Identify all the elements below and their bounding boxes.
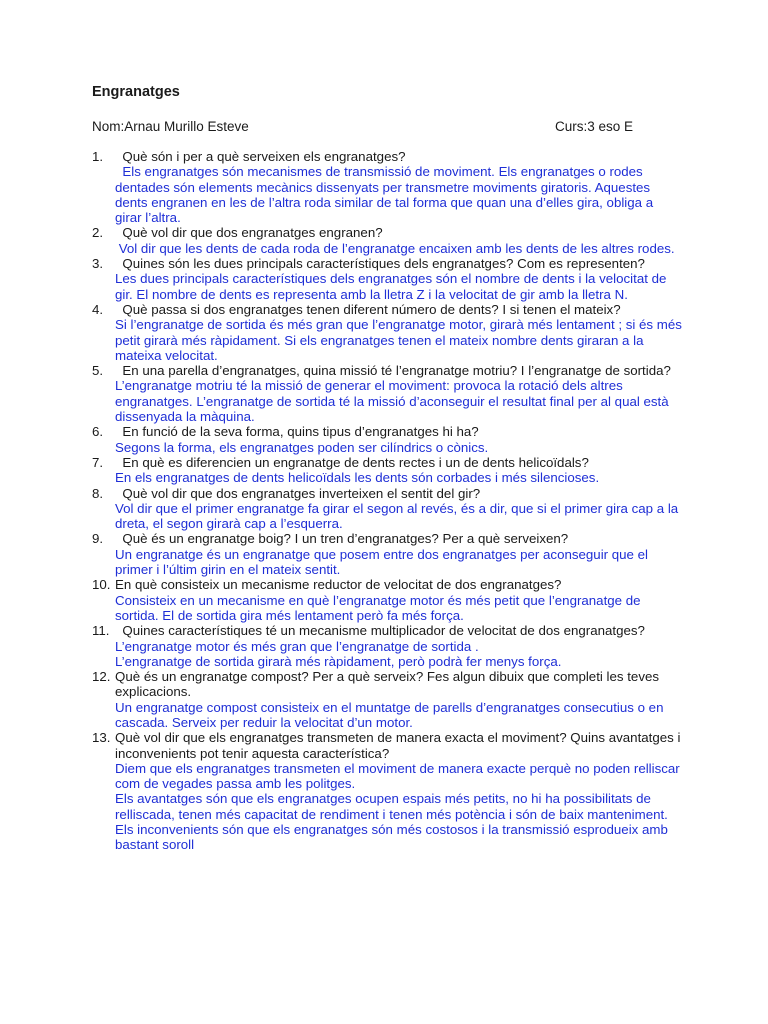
answer-text: Si l’engranatge de sortida és més gran que l’engranatge motor, girarà més lentament ; si és més petit girarà més ràpidament. Si els engranatges tenen el mateix nombre dents giraran a la mateixa velocitat. [115, 317, 686, 363]
question-item [92, 225, 682, 256]
question-text: En una parella d’engranatges, quina missió té l’engranatge motriu? I l’engranatge de sortida? [115, 363, 671, 379]
answer-text: Consisteix en un mecanisme en què l’engranatge motor és més petit que l’engranatge de sortida. El de sortida gira més lentament però fa més força. [115, 592, 645, 623]
answer-text: En els engranatges de dents helicoïdals les dents són corbades i més silencioses. [115, 470, 600, 486]
answer-block [115, 501, 682, 532]
question-item [92, 256, 682, 302]
question-text: Què són i per a què serveixen els engranatges? [115, 149, 406, 164]
question-number: 1. [92, 149, 104, 164]
answer-block [115, 470, 682, 485]
answer-text: Vol dir que el primer engranatge fa girar el segon al revés, és a dir, que si el primer gira cap a la dreta, el segon girarà cap a l’esquerra. [115, 500, 682, 532]
question-text: Què passa si dos engranatges tenen diferent número de dents? I si tenen el mateix? [115, 301, 621, 317]
question-number: 5. [92, 363, 104, 379]
answer-block [115, 639, 682, 670]
answer-block [115, 271, 682, 302]
question-list [92, 149, 686, 853]
question-number: 9. [92, 531, 104, 547]
answer-text: L’engranatge de sortida girarà més ràpidament, però podrà fer menys força. [115, 653, 562, 669]
question-text: Què vol dir que dos engranatges engranen? [115, 225, 383, 241]
question-item [92, 531, 682, 577]
answer-block [115, 164, 682, 225]
question-item [92, 301, 686, 363]
answer-text: Diem que els engranatges transmeten el moviment de manera exacte perquè no poden relliscar com de vegades passa amb les politges. [115, 760, 684, 792]
question-item [92, 486, 682, 532]
question-text: Quines característiques té un mecanisme multiplicador de velocitat de dos engranatges? [115, 623, 645, 639]
answer-text: L’engranatge motor és més gran que l’engranatge de sortida . [115, 638, 479, 654]
question-text: Què vol dir que dos engranatges inverteixen el sentit del gir? [115, 485, 481, 501]
document-title: Engranatges [92, 84, 180, 100]
question-item [92, 424, 682, 455]
question-text: Quines són les dues principals característiques dels engranatges? Com es representen? [115, 256, 645, 272]
question-text: Què és un engranatge compost? Per a què serveix? Fes algun dibuix que completi les teves explicacions. [115, 669, 663, 700]
answer-text: Un engranatge compost consisteix en el muntatge de parells d’engranatges consecutius o en cascada. Serveix per reduir la velocitat d’un motor. [115, 699, 668, 730]
answer-text: Segons la forma, els engranatges poden ser cilíndrics o cònics. [115, 439, 489, 455]
question-number: 13. [92, 730, 111, 746]
question-number: 6. [92, 424, 104, 440]
answer-text: Els inconvenients són que els engranatges són més costosos i la transmissió esprodueix amb bastant soroll [115, 822, 672, 853]
question-text: En funció de la seva forma, quins tipus d’engranatges hi ha? [115, 424, 479, 440]
question-text: Què vol dir que els engranatges transmeten de manera exacta el moviment? Quins avantatges i inconvenients pot tenir aquesta característica? [115, 730, 685, 761]
answer-block [115, 700, 682, 731]
question-item [92, 730, 685, 853]
question-item [92, 363, 682, 424]
answer-text: Els engranatges són mecanismes de transmissió de moviment. Els engranatges o rodes dentades són elements mecànics dissenyats per transmetre moviments giratoris. Aquestes dents engranen en les de l’altra roda similar de tal forma que quan una d’elles gira, obliga a girar l’altra. [115, 164, 657, 226]
question-item [92, 455, 682, 486]
question-item [92, 577, 682, 623]
question-text: Què és un engranatge boig? I un tren d’engranatges? Per a què serveixen? [115, 531, 569, 547]
question-number: 11. [92, 623, 110, 639]
question-number: 12. [92, 669, 111, 685]
answer-block [115, 547, 682, 578]
question-item [92, 669, 682, 730]
question-item [92, 149, 682, 225]
student-name: Nom:Arnau Murillo Esteve [92, 119, 249, 134]
answer-text: Les dues principals característiques dels engranatges són el nombre de dents i la velocitat de gir. El nombre de dents es representa amb la lletra Z i la velocitat de gir amb la lletra N. [115, 271, 671, 302]
answer-text: Els avantatges són que els engranatges ocupen espais més petits, no hi ha possibilitats de relliscada, tenen més capacitat de rendiment i tenen més potència i són de baix manteniment. [115, 791, 668, 822]
question-number: 4. [92, 301, 104, 317]
course-label: Curs:3 eso E [555, 119, 634, 134]
question-number: 8. [92, 485, 104, 501]
answer-text: Vol dir que les dents de cada roda de l’engranatge encaixen amb les dents de les altres rodes. [115, 240, 675, 256]
answer-text: L’engranatge motriu té la missió de generar el moviment: provoca la rotació dels altres engranatges. L’engranatge de sortida té la missió d’aconseguir el resultat final per al qual està dissenyada la màquina. [115, 378, 673, 425]
answer-block [115, 378, 682, 424]
question-number: 7. [92, 454, 104, 470]
answer-block [115, 761, 682, 853]
question-number: 10. [92, 577, 111, 593]
answer-block [115, 440, 682, 455]
question-item [92, 623, 682, 669]
question-text: En què es diferencien un engranatge de dents rectes i un de dents helicoïdals? [115, 454, 589, 470]
question-number: 3. [92, 256, 104, 272]
answer-block [115, 241, 682, 256]
answer-text: Un engranatge és un engranatge que posem entre dos engranatges per aconseguir que el primer i l’últim girin en el mateix sentit. [115, 546, 652, 578]
question-number: 2. [92, 225, 104, 241]
question-text: En què consisteix un mecanisme reductor de velocitat de dos engranatges? [115, 577, 562, 593]
answer-block [115, 593, 682, 624]
answer-block [115, 317, 686, 363]
